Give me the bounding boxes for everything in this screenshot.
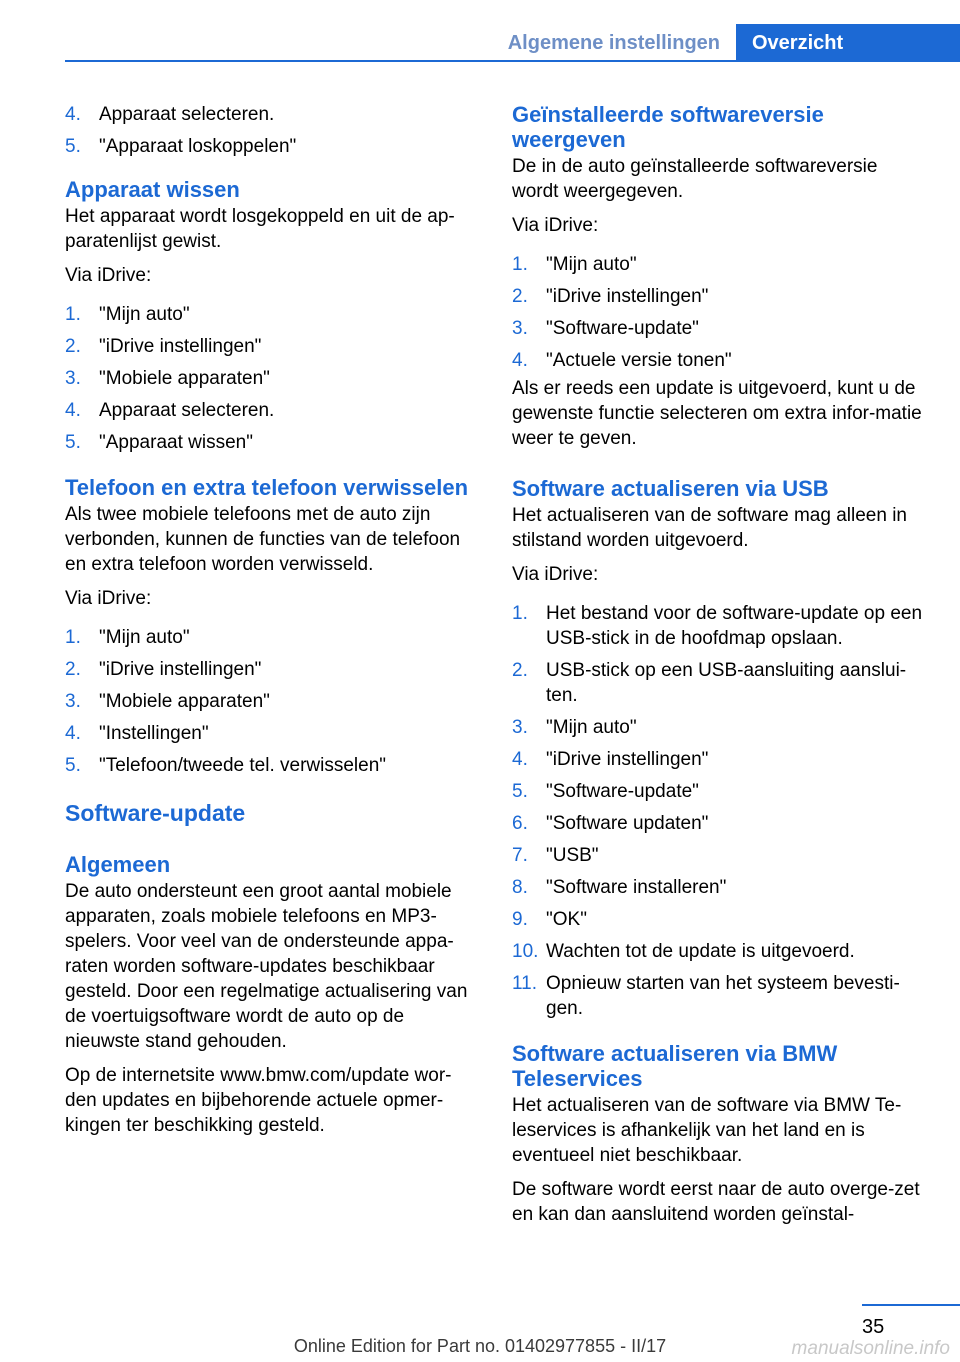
list-number: 5.	[512, 781, 528, 802]
list-number: 2.	[512, 286, 528, 307]
heading-telefoon-verwisselen: Telefoon en extra telefoon verwisselen	[65, 475, 469, 500]
list-item	[65, 398, 483, 423]
steps-wissen	[65, 302, 483, 455]
list-number: 4.	[65, 723, 81, 744]
list-item	[512, 779, 928, 804]
list-item	[512, 843, 928, 868]
list-text: USB-stick op een USB-aansluiting aanslui-ten.	[546, 660, 907, 706]
list-number: 3.	[65, 691, 81, 712]
list-item	[512, 316, 928, 341]
list-number: 1.	[65, 627, 81, 648]
list-text: "Apparaat loskoppelen"	[99, 136, 297, 157]
list-number: 4.	[512, 350, 528, 371]
via-idrive: Via iDrive:	[65, 588, 152, 609]
list-number: 6.	[512, 813, 528, 834]
list-number: 7.	[512, 845, 528, 866]
list-item	[65, 102, 483, 127]
heading-algemeen: Algemeen	[65, 852, 171, 877]
heading-teleservices: Software actualiseren via BMW Teleservices	[512, 1041, 838, 1091]
list-top	[65, 102, 483, 159]
list-item	[512, 658, 928, 708]
paragraph: De in de auto geïnstalleerde softwareversie wordt weergegeven.	[512, 156, 878, 202]
list-text: "iDrive instellingen"	[99, 659, 262, 680]
list-text: "Mobiele apparaten"	[99, 368, 270, 389]
list-text: "Telefoon/tweede tel. verwisselen"	[99, 755, 387, 776]
list-item	[512, 715, 928, 740]
list-text: "Mijn auto"	[546, 254, 637, 275]
list-number: 2.	[512, 660, 528, 681]
list-item	[65, 134, 483, 159]
list-item	[65, 430, 483, 455]
footer-rule	[862, 1304, 960, 1306]
list-text: "iDrive instellingen"	[99, 336, 262, 357]
list-text: "Apparaat wissen"	[99, 432, 253, 453]
list-number: 5.	[65, 755, 81, 776]
list-text: Opnieuw starten van het systeem bevesti-gen.	[546, 973, 900, 1019]
watermark: manualsonline.info	[791, 1338, 950, 1359]
paragraph: Het actualiseren van de software via BMW Te-leservices is afhankelijk van het land en is eventueel niet beschikbaar.	[512, 1095, 902, 1166]
list-number: 1.	[512, 254, 528, 275]
list-text: "Mijn auto"	[546, 717, 637, 738]
heading-softwareversie: Geïnstalleerde softwareversie weergeven	[512, 102, 824, 152]
list-text: Het bestand voor de software-update op een USB-stick in de hoofdmap opslaan.	[546, 603, 923, 649]
via-idrive: Via iDrive:	[512, 215, 599, 236]
list-number: 5.	[65, 432, 81, 453]
list-item	[65, 625, 483, 650]
list-text: "iDrive instellingen"	[546, 286, 709, 307]
list-item	[65, 302, 483, 327]
heading-apparaat-wissen: Apparaat wissen	[65, 177, 240, 202]
steps-usb	[512, 601, 928, 1021]
list-item	[512, 811, 928, 836]
right-column	[512, 102, 928, 1227]
list-number: 1.	[65, 304, 81, 325]
list-number: 9.	[512, 909, 528, 930]
list-number: 2.	[65, 659, 81, 680]
list-item	[512, 875, 928, 900]
paragraph: Als twee mobiele telefoons met de auto zijn verbonden, kunnen de functies van de telefoon en extra telefoon worden verwisseld.	[65, 504, 461, 575]
paragraph: Het actualiseren van de software mag alleen in stilstand worden uitgevoerd.	[512, 505, 908, 551]
heading-usb: Software actualiseren via USB	[512, 476, 829, 501]
list-text: "OK"	[546, 909, 587, 930]
list-number: 4.	[65, 400, 81, 421]
steps-telefoon	[65, 625, 483, 778]
list-item	[65, 753, 483, 778]
list-item	[65, 721, 483, 746]
list-item	[65, 689, 483, 714]
list-number: 11.	[512, 973, 538, 994]
page-header	[65, 0, 960, 62]
list-number: 2.	[65, 336, 81, 357]
paragraph: De software wordt eerst naar de auto overge-zet en kan dan aansluitend worden geïnstal-	[512, 1179, 920, 1225]
list-text: Wachten tot de update is uitgevoerd.	[546, 941, 855, 962]
list-item	[512, 252, 928, 277]
paragraph: Het apparaat wordt losgekoppeld en uit de ap-paratenlijst gewist.	[65, 206, 455, 252]
list-number: 3.	[65, 368, 81, 389]
list-text: "Mobiele apparaten"	[99, 691, 270, 712]
list-item	[512, 971, 928, 1021]
list-item	[512, 284, 928, 309]
list-number: 4.	[65, 104, 81, 125]
steps-versie	[512, 252, 928, 373]
list-text: "Software installeren"	[546, 877, 727, 898]
header-current-tab: Overzicht	[736, 24, 960, 62]
list-number: 1.	[512, 603, 528, 624]
list-text: Apparaat selecteren.	[99, 104, 275, 125]
via-idrive: Via iDrive:	[512, 564, 599, 585]
list-text: "USB"	[546, 845, 599, 866]
list-item	[512, 939, 928, 964]
left-column	[65, 102, 483, 1138]
list-text: "iDrive instellingen"	[546, 749, 709, 770]
list-item	[65, 657, 483, 682]
paragraph: Als er reeds een update is uitgevoerd, kunt u de gewenste functie selecteren om extra infor-matie weer te geven.	[512, 378, 922, 449]
list-number: 4.	[512, 749, 528, 770]
list-text: "Software-update"	[546, 781, 699, 802]
list-number: 10.	[512, 941, 539, 962]
list-text: "Mijn auto"	[99, 304, 190, 325]
list-number: 3.	[512, 717, 528, 738]
list-text: "Software-update"	[546, 318, 699, 339]
page-number: 35	[862, 1316, 885, 1338]
list-item	[65, 366, 483, 391]
list-item	[512, 747, 928, 772]
heading-software-update: Software-update	[65, 800, 246, 826]
list-item	[65, 334, 483, 359]
paragraph: De auto ondersteunt een groot aantal mobiele apparaten, zoals mobiele telefoons en MP3-spelers. Voor veel van de ondersteunde appa-raten worden software-updates beschikbaar gesteld. Door een regelmatige actualisering van de voertuigsoftware wordt de auto op de nieuwste stand gehouden.	[65, 881, 468, 1052]
list-text: "Software updaten"	[546, 813, 709, 834]
list-item	[512, 601, 928, 651]
list-number: 5.	[65, 136, 81, 157]
list-item	[512, 907, 928, 932]
edition-footer: Online Edition for Part no. 01402977855 - II/17	[293, 1336, 667, 1356]
list-text: "Instellingen"	[99, 723, 209, 744]
list-item	[512, 348, 928, 373]
header-section-title: Algemene instellingen	[507, 32, 720, 54]
paragraph: Op de internetsite www.bmw.com/update wor-den updates en bijbehorende actuele opmer-kingen ter beschikking gesteld.	[65, 1065, 452, 1136]
list-text: Apparaat selecteren.	[99, 400, 275, 421]
list-number: 3.	[512, 318, 528, 339]
list-number: 8.	[512, 877, 528, 898]
list-text: "Mijn auto"	[99, 627, 190, 648]
list-text: "Actuele versie tonen"	[546, 350, 732, 371]
via-idrive: Via iDrive:	[65, 265, 152, 286]
